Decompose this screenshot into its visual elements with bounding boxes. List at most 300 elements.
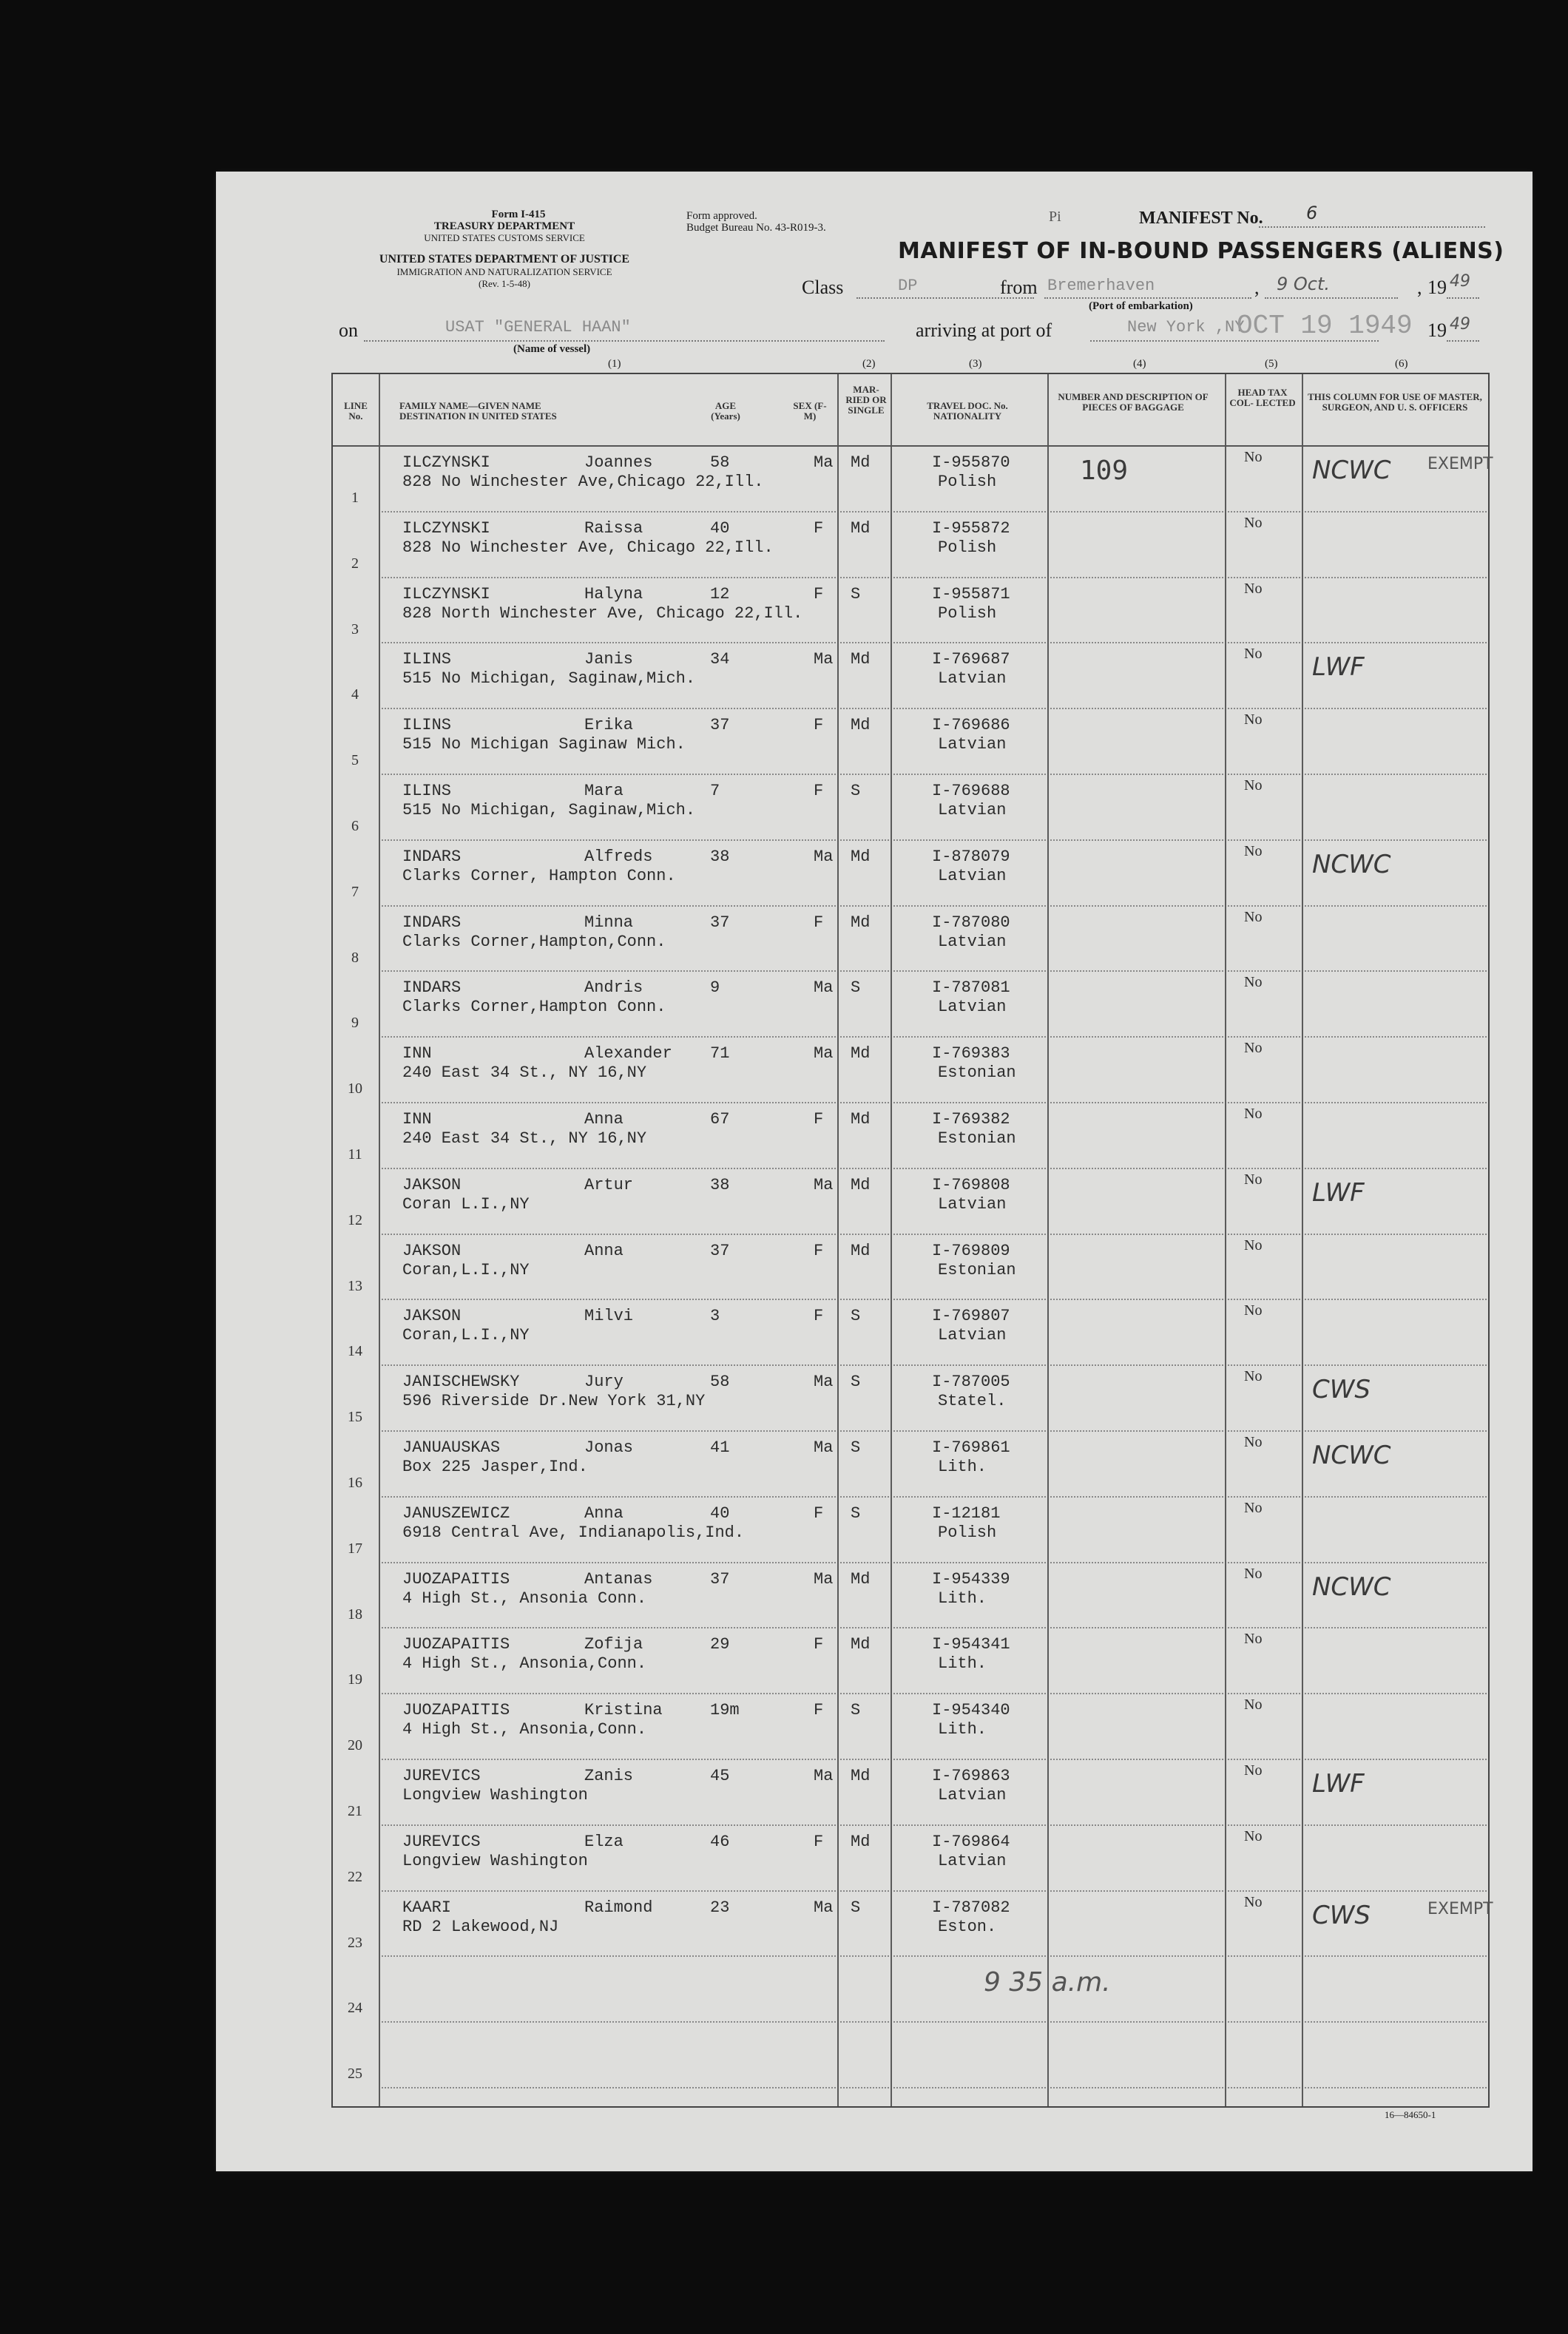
given-name: Elza bbox=[584, 1832, 624, 1851]
embark-caption: (Port of embarkation) bbox=[1089, 300, 1193, 312]
nationality: Lith. bbox=[938, 1654, 987, 1674]
destination: Coran L.I.,NY bbox=[402, 1194, 530, 1214]
family-name: INN bbox=[402, 1110, 432, 1129]
given-name: Artur bbox=[584, 1175, 634, 1194]
age: 40 bbox=[710, 518, 730, 538]
from-label: from bbox=[1000, 277, 1038, 298]
head-tax: No bbox=[1244, 842, 1263, 859]
year-prefix: 19 bbox=[1427, 277, 1447, 298]
baggage-count: 109 bbox=[1080, 456, 1129, 486]
family-name: JAKSON bbox=[402, 1175, 462, 1194]
nationality: Latvian bbox=[938, 1851, 1007, 1870]
nationality: Estonian bbox=[938, 1260, 1016, 1279]
col-header-officers: THIS COLUMN FOR USE OF MASTER, SURGEON, AND U. S. OFFICERS bbox=[1308, 391, 1482, 413]
family-name: ILINS bbox=[402, 782, 452, 800]
arrival-port: New York ,NY bbox=[1127, 318, 1245, 336]
vessel-name: USAT "GENERAL HAAN" bbox=[445, 318, 631, 336]
sex: Ma bbox=[814, 1767, 834, 1785]
marital-status: Md bbox=[851, 716, 871, 735]
marital-status: S bbox=[851, 978, 861, 998]
table-column-divider bbox=[379, 374, 380, 2106]
sex: F bbox=[814, 913, 824, 932]
nationality: Latvian bbox=[938, 1326, 1007, 1345]
col-header-age: AGE (Years) bbox=[711, 400, 740, 422]
exemption-note: EXEMPT bbox=[1427, 455, 1493, 473]
destination: 240 East 34 St., NY 16,NY bbox=[402, 1063, 647, 1083]
family-name: JANISCHEWSKY bbox=[402, 1373, 520, 1392]
arrival-date-stamp: OCT 19 1949 bbox=[1237, 311, 1413, 341]
justice-dept: UNITED STATES DEPARTMENT OF JUSTICE bbox=[379, 253, 630, 265]
head-tax: No bbox=[1244, 1434, 1263, 1450]
marital-status: Md bbox=[851, 1175, 871, 1194]
table-column-divider bbox=[1225, 374, 1226, 2106]
family-name: ILINS bbox=[402, 716, 452, 735]
table-row bbox=[333, 1036, 1488, 1102]
given-name: Kristina bbox=[584, 1701, 663, 1720]
marital-status: S bbox=[851, 782, 861, 800]
age: 41 bbox=[710, 1438, 730, 1457]
marital-status: S bbox=[851, 1307, 861, 1326]
travel-doc-no: I-769688 bbox=[932, 782, 1010, 800]
sex: F bbox=[814, 1241, 824, 1260]
travel-doc-no: I-955872 bbox=[932, 518, 1010, 538]
travel-doc-no: I-769861 bbox=[932, 1438, 1010, 1457]
travel-doc-no: I-878079 bbox=[932, 847, 1010, 866]
destination: 4 High St., Ansonia,Conn. bbox=[402, 1720, 647, 1739]
family-name: ILINS bbox=[402, 650, 452, 669]
line-number: 7 bbox=[351, 883, 359, 900]
travel-doc-no: I-769383 bbox=[932, 1044, 1010, 1063]
given-name: Erika bbox=[584, 716, 634, 735]
age: 71 bbox=[710, 1044, 730, 1063]
manifest-no-label: MANIFEST No. bbox=[1139, 209, 1263, 228]
head-tax: No bbox=[1244, 1893, 1263, 1910]
sex: F bbox=[814, 1635, 824, 1654]
manifest-sheet: Form I-415 TREASURY DEPARTMENT UNITED STATES CUSTOMS SERVICE UNITED STATES DEPARTMENT OF JUSTICE IMMIGRATION AND NATURALIZATION SERVICE (Rev. 1-5-48) Form approved. Budget Bureau No. 43-R019-3. Pi MANIFEST No. 6 MANIFEST OF IN-BOUND PASSENGERS (ALIENS) Class DP from Bremerhaven (Port of embarkation) , 9 Oct. , 19 49 on USAT "GENERAL HAAN" (Name of vessel) arriving at port of New York ,NY OCT 19 1949 19 49 (1) (2) (3) (4) (5) (6) LINE No. FAMILY NAME—GIVEN NAME DESTINATION IN UNITED STATES AGE (Years) SEX (F-M) MAR- RIED OR SINGLE TRAVEL DOC. No. NATIONALITY NUMBER AND DESCRIPTION OF PIECES OF BAGGAGE HEAD TAX COL- LECTED THIS COLUMN FOR USE OF MASTER, SURGEON, AND U. S. OFFICERS 1 ILCZYNSKI Joannes 58 Ma Md I-955870 Polish 828 No Winchester Ave,Chicago 22,Ill. 109 No NCWC EXEMPT 2 ILCZYNSKI Raissa 40 F Md I-955872 Polish 828 No Winchester Ave, Chicago 22,Ill. No 3 ILCZYNSKI Halyna 12 F S I-955871 Polish 828 North Winchester Ave, Chicago 22,Ill. No 4 ILINS Janis 34 Ma Md I-769687 Latvian 515 No Michigan, Saginaw,Mich. No LWF 5 ILINS Erika 37 F Md I-769686 Latvian 515 No Michigan Saginaw Mich. No 6 ILINS Mara 7 F S I-769688 Latvian 515 No Michigan, Saginaw,Mich. No 7 INDARS Alfreds 38 Ma Md I-878079 Latvian Clarks Corner, Hampton Conn. No NCWC 8 INDARS Minna 37 F Md I-787080 Latvian Clarks Corner,Hampton,Conn. No 9 INDARS Andris 9 Ma S I-787081 Latvian Clarks Corner,Hampton Conn. No 10 INN Alexander 71 Ma Md I-769383 Estonian 240 East 34 St., NY 16,NY No 11 INN Anna 67 F Md I-769382 Estonian 240 East 34 St., NY 16,NY No 12 JAKSON Artur 38 Ma Md I-769808 Latvian Coran L.I.,NY No LWF 13 JAKSON Anna 37 F Md I-769809 Estonian Coran,L.I.,NY No 14 JAKSON Milvi 3 F S I-769807 Latvian Coran,L.I.,NY No 15 JANISCHEWSKY Jury 58 Ma S I-787005 Statel. 596 Riverside Dr.New York 31,NY No CWS 16 JANUAUSKAS Jonas 41 Ma S I-769861 Lith. Box 225 Jasper,Ind. No NCWC 17 JANUSZEWICZ Anna 40 F S I-12181 Polish 6918 Central Ave, Indianapolis,Ind. No 18 JUOZAPAITIS Antanas 37 Ma Md I-954339 Lith. 4 High St., Ansonia Conn. No NCWC 19 JUOZAPAITIS Zofija 29 F Md I-954341 Lith. 4 High St., Ansonia,Conn. No 20 JUOZAPAITIS Kristina 19m F S I-954340 Lith. 4 High St., Ansonia,Conn. No 21 JUREVICS Zanis 45 Ma Md I-769863 Latvian Longview Washington No LWF 22 JUREVICS Elza 46 F Md I-769864 Latvian Longview Washington No 23 KAARI Raimond 23 Ma S I-787082 Eston. RD 2 Lakewood,NJ No CWS EXEMPT 24 25 9 35 a.m. 16—84650-1 bbox=[216, 172, 1532, 2171]
port-embarkation: Bremerhaven bbox=[1047, 277, 1155, 295]
ins-service: IMMIGRATION AND NATURALIZATION SERVICE bbox=[396, 266, 612, 277]
table-row bbox=[333, 577, 1488, 643]
travel-doc-no: I-787082 bbox=[932, 1898, 1010, 1917]
col-header-line: LINE No. bbox=[344, 400, 368, 422]
line-number: 25 bbox=[348, 2066, 362, 2083]
family-name: INDARS bbox=[402, 978, 462, 998]
destination: 828 No Winchester Ave, Chicago 22,Ill. bbox=[402, 538, 774, 557]
destination: Clarks Corner,Hampton Conn. bbox=[402, 998, 666, 1017]
age: 3 bbox=[710, 1307, 720, 1326]
form-number: Form I-415 bbox=[491, 209, 546, 220]
line-number: 13 bbox=[348, 1277, 362, 1294]
table-row bbox=[333, 708, 1488, 774]
marital-status: Md bbox=[851, 1767, 871, 1785]
officer-note: CWS bbox=[1312, 1900, 1371, 1930]
treasury-dept: TREASURY DEPARTMENT bbox=[433, 220, 575, 232]
travel-doc-no: I-954340 bbox=[932, 1701, 1010, 1720]
table-row bbox=[333, 445, 1493, 511]
officer-note: LWF bbox=[1312, 1177, 1365, 1208]
family-name: ILCZYNSKI bbox=[402, 453, 490, 472]
age: 38 bbox=[710, 1175, 730, 1194]
table-row bbox=[333, 1299, 1488, 1364]
given-name: Anna bbox=[584, 1110, 624, 1129]
arrival-year: 49 bbox=[1450, 315, 1470, 334]
travel-doc-no: I-769807 bbox=[932, 1307, 1010, 1326]
marital-status: Md bbox=[851, 913, 871, 932]
nationality: Latvian bbox=[938, 801, 1007, 819]
nationality: Polish bbox=[938, 538, 997, 557]
head-tax: No bbox=[1244, 1697, 1263, 1714]
line-number: 11 bbox=[348, 1146, 362, 1163]
sex: Ma bbox=[814, 1569, 834, 1589]
line-number: 9 bbox=[351, 1015, 359, 1032]
given-name: Zanis bbox=[584, 1767, 634, 1785]
given-name: Alfreds bbox=[584, 847, 653, 866]
destination: 6918 Central Ave, Indianapolis,Ind. bbox=[402, 1523, 745, 1542]
sex: F bbox=[814, 1503, 824, 1523]
head-tax: No bbox=[1244, 1827, 1263, 1844]
nationality: Latvian bbox=[938, 998, 1007, 1017]
head-tax: No bbox=[1244, 1762, 1263, 1779]
age: 29 bbox=[710, 1635, 730, 1654]
departure-year: 49 bbox=[1450, 272, 1470, 291]
given-name: Mara bbox=[584, 782, 624, 800]
given-name: Joannes bbox=[584, 453, 653, 472]
age: 34 bbox=[710, 650, 730, 669]
officer-note: NCWC bbox=[1312, 456, 1391, 485]
given-name: Jury bbox=[584, 1373, 624, 1392]
given-name: Raissa bbox=[584, 518, 643, 538]
nationality: Polish bbox=[938, 1523, 997, 1542]
col-header-name: FAMILY NAME—GIVEN NAME DESTINATION IN UNITED STATES bbox=[399, 400, 557, 422]
family-name: ILCZYNSKI bbox=[402, 518, 490, 538]
line-number: 8 bbox=[351, 949, 359, 966]
line-number: 19 bbox=[348, 1671, 362, 1688]
nationality: Latvian bbox=[938, 866, 1007, 885]
officer-note: NCWC bbox=[1312, 1572, 1391, 1602]
destination: 596 Riverside Dr.New York 31,NY bbox=[402, 1392, 706, 1411]
col-header-head-tax: HEAD TAX COL- LECTED bbox=[1229, 387, 1296, 408]
family-name: JUREVICS bbox=[402, 1767, 481, 1785]
table-column-divider bbox=[1302, 374, 1303, 2106]
marital-status: S bbox=[851, 1373, 861, 1392]
line-number: 4 bbox=[351, 686, 359, 703]
table-row bbox=[333, 1102, 1488, 1168]
col-header-married: MAR- RIED OR SINGLE bbox=[845, 384, 887, 416]
table-row bbox=[333, 1693, 1488, 1759]
line-number: 20 bbox=[348, 1737, 362, 1754]
officer-note: LWF bbox=[1312, 652, 1365, 683]
head-tax: No bbox=[1244, 1499, 1263, 1516]
travel-doc-no: I-787081 bbox=[932, 978, 1010, 998]
head-tax: No bbox=[1244, 711, 1263, 728]
line-number: 10 bbox=[348, 1080, 362, 1097]
head-tax: No bbox=[1244, 646, 1263, 663]
travel-doc-no: I-954339 bbox=[932, 1569, 1010, 1589]
sex: Ma bbox=[814, 1175, 834, 1194]
customs-service: UNITED STATES CUSTOMS SERVICE bbox=[424, 232, 585, 243]
family-name: JUREVICS bbox=[402, 1832, 481, 1851]
sex: F bbox=[814, 1832, 824, 1851]
col-header-baggage: NUMBER AND DESCRIPTION OF PIECES OF BAGGAGE bbox=[1058, 391, 1209, 413]
destination: 4 High St., Ansonia,Conn. bbox=[402, 1654, 647, 1674]
sex: Ma bbox=[814, 978, 834, 998]
travel-doc-no: I-787080 bbox=[932, 913, 1010, 932]
line-number: 24 bbox=[348, 2000, 362, 2017]
given-name: Halyna bbox=[584, 584, 643, 603]
destination: 240 East 34 St., NY 16,NY bbox=[402, 1129, 647, 1148]
line-number: 22 bbox=[348, 1868, 362, 1885]
table-row bbox=[333, 1759, 1488, 1824]
age: 37 bbox=[710, 716, 730, 735]
sex: Ma bbox=[814, 453, 834, 472]
given-name: Anna bbox=[584, 1503, 624, 1523]
destination: Longview Washington bbox=[402, 1851, 588, 1870]
pi-mark: Pi bbox=[1049, 209, 1061, 225]
nationality: Latvian bbox=[938, 735, 1007, 754]
travel-doc-no: I-955871 bbox=[932, 584, 1010, 603]
destination: Longview Washington bbox=[402, 1786, 588, 1804]
sex: F bbox=[814, 782, 824, 800]
passenger-table bbox=[331, 373, 1493, 2108]
nationality: Eston. bbox=[938, 1917, 997, 1936]
head-tax: No bbox=[1244, 1565, 1263, 1582]
marital-status: Md bbox=[851, 1832, 871, 1851]
given-name: Zofija bbox=[584, 1635, 643, 1654]
inspector-signature-time: 9 35 a.m. bbox=[984, 1967, 1111, 1998]
sex: Ma bbox=[814, 1898, 834, 1917]
sex: F bbox=[814, 1110, 824, 1129]
class-label: Class bbox=[802, 277, 844, 298]
head-tax: No bbox=[1244, 1302, 1263, 1319]
line-number: 15 bbox=[348, 1409, 362, 1426]
destination: Coran,L.I.,NY bbox=[402, 1260, 530, 1279]
departure-date: 9 Oct. bbox=[1277, 274, 1331, 294]
line-number: 23 bbox=[348, 1934, 362, 1951]
exemption-note: EXEMPT bbox=[1427, 1899, 1493, 1918]
age: 37 bbox=[710, 913, 730, 932]
revision: (Rev. 1-5-48) bbox=[479, 278, 530, 289]
nationality: Latvian bbox=[938, 669, 1007, 689]
table-row bbox=[333, 1890, 1493, 1956]
line-number: 6 bbox=[351, 818, 359, 834]
age: 58 bbox=[710, 453, 730, 472]
head-tax: No bbox=[1244, 1040, 1263, 1057]
age: 23 bbox=[710, 1898, 730, 1917]
age: 37 bbox=[710, 1241, 730, 1260]
table-row bbox=[333, 1562, 1488, 1628]
line-number: 5 bbox=[351, 752, 359, 769]
table-row bbox=[333, 1168, 1488, 1234]
age: 12 bbox=[710, 584, 730, 603]
travel-doc-no: I-787005 bbox=[932, 1373, 1010, 1392]
destination: 4 High St., Ansonia Conn. bbox=[402, 1589, 647, 1608]
sex: F bbox=[814, 716, 824, 735]
marital-status: Md bbox=[851, 847, 871, 866]
age: 67 bbox=[710, 1110, 730, 1129]
marital-status: Md bbox=[851, 1241, 871, 1260]
marital-status: Md bbox=[851, 650, 871, 669]
destination: Clarks Corner,Hampton,Conn. bbox=[402, 932, 666, 951]
page-title: MANIFEST OF IN-BOUND PASSENGERS (ALIENS) bbox=[898, 238, 1504, 264]
table-row bbox=[333, 511, 1488, 577]
sex: Ma bbox=[814, 1438, 834, 1457]
family-name: KAARI bbox=[402, 1898, 452, 1917]
travel-doc-no: I-769686 bbox=[932, 716, 1010, 735]
class-value: DP bbox=[898, 277, 918, 295]
age: 9 bbox=[710, 978, 720, 998]
family-name: INDARS bbox=[402, 913, 462, 932]
head-tax: No bbox=[1244, 1237, 1263, 1254]
table-row bbox=[333, 1364, 1488, 1430]
line-number: 17 bbox=[348, 1540, 362, 1557]
given-name: Alexander bbox=[584, 1044, 672, 1063]
arriving-label: arriving at port of bbox=[916, 319, 1052, 341]
destination: 828 North Winchester Ave, Chicago 22,Ill. bbox=[402, 603, 803, 623]
line-number: 1 bbox=[351, 490, 359, 506]
table-column-divider bbox=[1047, 374, 1049, 2106]
destination: Clarks Corner, Hampton Conn. bbox=[402, 866, 676, 885]
travel-doc-no: I-769808 bbox=[932, 1175, 1010, 1194]
age: 7 bbox=[710, 782, 720, 800]
budget-bureau: Budget Bureau No. 43-R019-3. bbox=[686, 222, 826, 234]
table-row bbox=[333, 1430, 1488, 1496]
travel-doc-no: I-955870 bbox=[932, 453, 1010, 472]
manifest-no-value: 6 bbox=[1306, 203, 1318, 223]
sex: Ma bbox=[814, 847, 834, 866]
travel-doc-no: I-769687 bbox=[932, 650, 1010, 669]
travel-doc-no: I-954341 bbox=[932, 1635, 1010, 1654]
family-name: INDARS bbox=[402, 847, 462, 866]
officer-note: LWF bbox=[1312, 1769, 1365, 1799]
nationality: Lith. bbox=[938, 1458, 987, 1476]
col-header-travel-doc: TRAVEL DOC. No. NATIONALITY bbox=[927, 400, 1008, 422]
line-number: 3 bbox=[351, 620, 359, 637]
given-name: Minna bbox=[584, 913, 634, 932]
nationality: Lith. bbox=[938, 1720, 987, 1739]
col-header-sex: SEX (F-M) bbox=[793, 400, 827, 422]
marital-status: S bbox=[851, 1503, 861, 1523]
age: 45 bbox=[710, 1767, 730, 1785]
nationality: Polish bbox=[938, 603, 997, 623]
family-name: JUOZAPAITIS bbox=[402, 1701, 510, 1720]
form-approved: Form approved. bbox=[686, 210, 757, 222]
family-name: JAKSON bbox=[402, 1241, 462, 1260]
marital-status: Md bbox=[851, 518, 871, 538]
table-row bbox=[333, 1627, 1488, 1693]
nationality: Estonian bbox=[938, 1129, 1016, 1148]
given-name: Antanas bbox=[584, 1569, 653, 1589]
travel-doc-no: I-769864 bbox=[932, 1832, 1010, 1851]
line-number: 12 bbox=[348, 1211, 362, 1228]
head-tax: No bbox=[1244, 908, 1263, 925]
footer-code: 16—84650-1 bbox=[1385, 2109, 1436, 2120]
on-label: on bbox=[339, 319, 358, 341]
sex: F bbox=[814, 1307, 824, 1326]
given-name: Janis bbox=[584, 650, 634, 669]
marital-status: S bbox=[851, 1701, 861, 1720]
head-tax: No bbox=[1244, 580, 1263, 597]
marital-status: Md bbox=[851, 1635, 871, 1654]
given-name: Raimond bbox=[584, 1898, 653, 1917]
family-name: ILCZYNSKI bbox=[402, 584, 490, 603]
officer-note: NCWC bbox=[1312, 849, 1391, 879]
line-number: 18 bbox=[348, 1606, 362, 1623]
table-row bbox=[333, 642, 1488, 708]
family-name: JANUSZEWICZ bbox=[402, 1503, 510, 1523]
table-row bbox=[333, 774, 1488, 839]
head-tax: No bbox=[1244, 1106, 1263, 1122]
family-name: JUOZAPAITIS bbox=[402, 1569, 510, 1589]
destination: 515 No Michigan, Saginaw,Mich. bbox=[402, 669, 696, 689]
destination: Coran,L.I.,NY bbox=[402, 1326, 530, 1345]
age: 46 bbox=[710, 1832, 730, 1851]
marital-status: Md bbox=[851, 453, 871, 472]
marital-status: S bbox=[851, 1438, 861, 1457]
family-name: JANUAUSKAS bbox=[402, 1438, 501, 1457]
nationality: Statel. bbox=[938, 1392, 1007, 1411]
family-name: JUOZAPAITIS bbox=[402, 1635, 510, 1654]
age: 37 bbox=[710, 1569, 730, 1589]
sex: F bbox=[814, 1701, 824, 1720]
sex: F bbox=[814, 518, 824, 538]
table-row bbox=[333, 2021, 1488, 2087]
head-tax: No bbox=[1244, 1631, 1263, 1648]
destination: 828 No Winchester Ave,Chicago 22,Ill. bbox=[402, 473, 764, 491]
sex: Ma bbox=[814, 1373, 834, 1392]
travel-doc-no: I-769809 bbox=[932, 1241, 1010, 1260]
head-tax: No bbox=[1244, 974, 1263, 991]
nationality: Latvian bbox=[938, 932, 1007, 951]
line-number: 21 bbox=[348, 1803, 362, 1819]
age: 19m bbox=[710, 1701, 740, 1720]
given-name: Andris bbox=[584, 978, 643, 998]
table-column-divider bbox=[837, 374, 839, 2106]
marital-status: Md bbox=[851, 1110, 871, 1129]
nationality: Estonian bbox=[938, 1063, 1016, 1083]
line-number: 14 bbox=[348, 1343, 362, 1360]
head-tax: No bbox=[1244, 1368, 1263, 1385]
marital-status: Md bbox=[851, 1569, 871, 1589]
travel-doc-no: I-12181 bbox=[932, 1503, 1001, 1523]
sex: F bbox=[814, 584, 824, 603]
age: 58 bbox=[710, 1373, 730, 1392]
nationality: Lith. bbox=[938, 1589, 987, 1608]
travel-doc-no: I-769382 bbox=[932, 1110, 1010, 1129]
age: 40 bbox=[710, 1503, 730, 1523]
destination: 515 No Michigan, Saginaw,Mich. bbox=[402, 801, 696, 819]
marital-status: S bbox=[851, 584, 861, 603]
head-tax: No bbox=[1244, 1171, 1263, 1188]
table-column-divider bbox=[891, 374, 892, 2106]
sex: Ma bbox=[814, 650, 834, 669]
table-row bbox=[333, 905, 1488, 971]
given-name: Jonas bbox=[584, 1438, 634, 1457]
destination: Box 225 Jasper,Ind. bbox=[402, 1458, 588, 1476]
table-row bbox=[333, 1234, 1488, 1299]
line-number: 2 bbox=[351, 555, 359, 572]
table-row bbox=[333, 1496, 1488, 1562]
table-row bbox=[333, 839, 1488, 905]
officer-note: NCWC bbox=[1312, 1441, 1391, 1470]
nationality: Polish bbox=[938, 473, 997, 491]
sex: Ma bbox=[814, 1044, 834, 1063]
head-tax: No bbox=[1244, 514, 1263, 531]
nationality: Latvian bbox=[938, 1786, 1007, 1804]
officer-note: CWS bbox=[1312, 1375, 1371, 1405]
nationality: Latvian bbox=[938, 1194, 1007, 1214]
vessel-caption: (Name of vessel) bbox=[513, 343, 591, 355]
travel-doc-no: I-769863 bbox=[932, 1767, 1010, 1785]
